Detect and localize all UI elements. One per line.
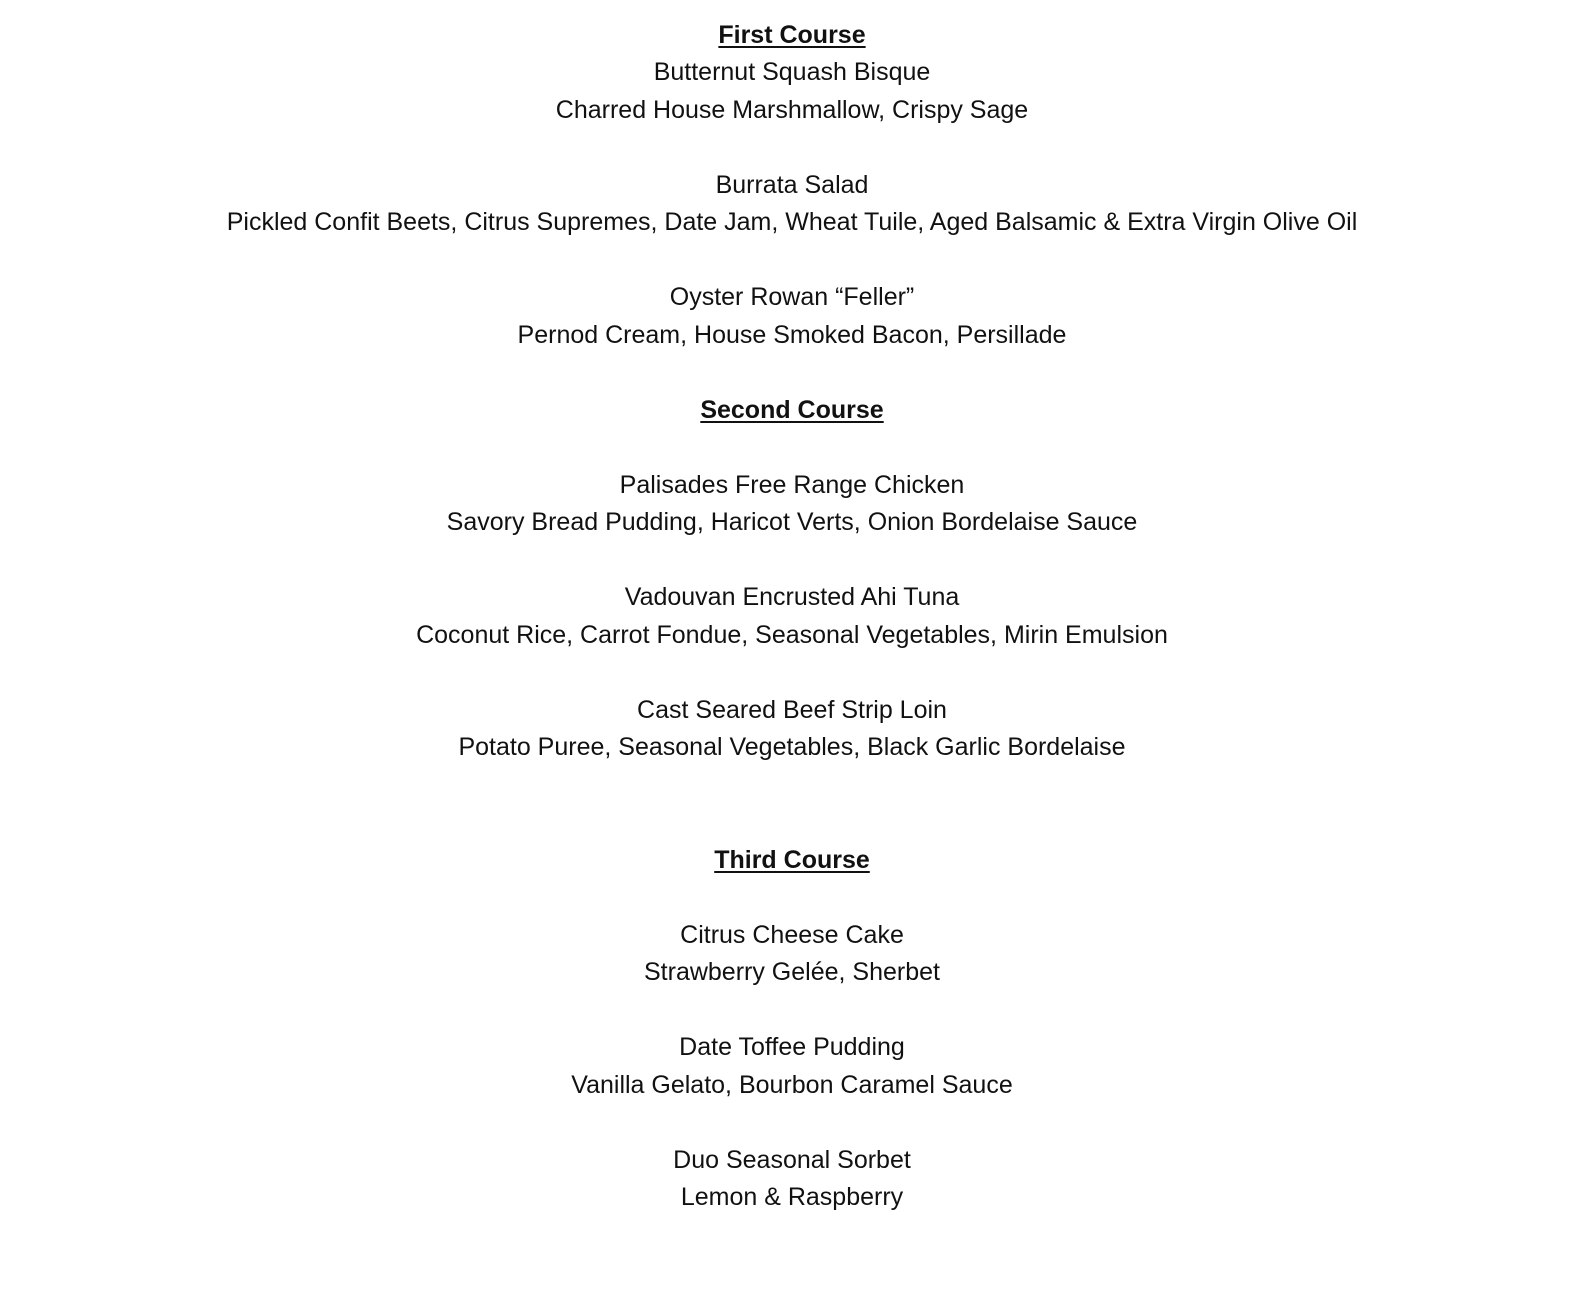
menu-item-description: Vanilla Gelato, Bourbon Caramel Sauce	[571, 1071, 1013, 1099]
menu-item-name: Oyster Rowan “Feller”	[669, 283, 915, 311]
menu-item-description: Lemon & Raspberry	[680, 1183, 904, 1211]
third-course-heading: Third Course	[714, 846, 870, 874]
menu-item-name: Butternut Squash Bisque	[653, 58, 931, 86]
menu-item-name: Burrata Salad	[715, 171, 869, 199]
menu-item-description: Savory Bread Pudding, Haricot Verts, Onion Bordelaise Sauce	[446, 508, 1138, 536]
first-course-heading: First Course	[718, 21, 866, 49]
second-course-heading: Second Course	[700, 396, 884, 424]
menu-item-description: Coconut Rice, Carrot Fondue, Seasonal Vegetables, Mirin Emulsion	[416, 621, 1168, 649]
menu-item-name: Palisades Free Range Chicken	[619, 471, 965, 499]
menu-item-description: Charred House Marshmallow, Crispy Sage	[555, 96, 1029, 124]
menu-item-description: Potato Puree, Seasonal Vegetables, Black Garlic Bordelaise	[458, 733, 1126, 761]
menu-item-name: Duo Seasonal Sorbet	[673, 1146, 911, 1174]
menu-item-description: Strawberry Gelée, Sherbet	[644, 958, 940, 986]
menu-item-name: Cast Seared Beef Strip Loin	[637, 696, 947, 724]
menu-item-description: Pickled Confit Beets, Citrus Supremes, Date Jam, Wheat Tuile, Aged Balsamic & Extra Virgin Olive Oil	[226, 208, 1358, 236]
menu-item-description: Pernod Cream, House Smoked Bacon, Persillade	[517, 321, 1067, 349]
menu-item-name: Citrus Cheese Cake	[680, 921, 904, 949]
menu-item-name: Date Toffee Pudding	[679, 1033, 905, 1061]
menu-item-name: Vadouvan Encrusted Ahi Tuna	[624, 583, 960, 611]
